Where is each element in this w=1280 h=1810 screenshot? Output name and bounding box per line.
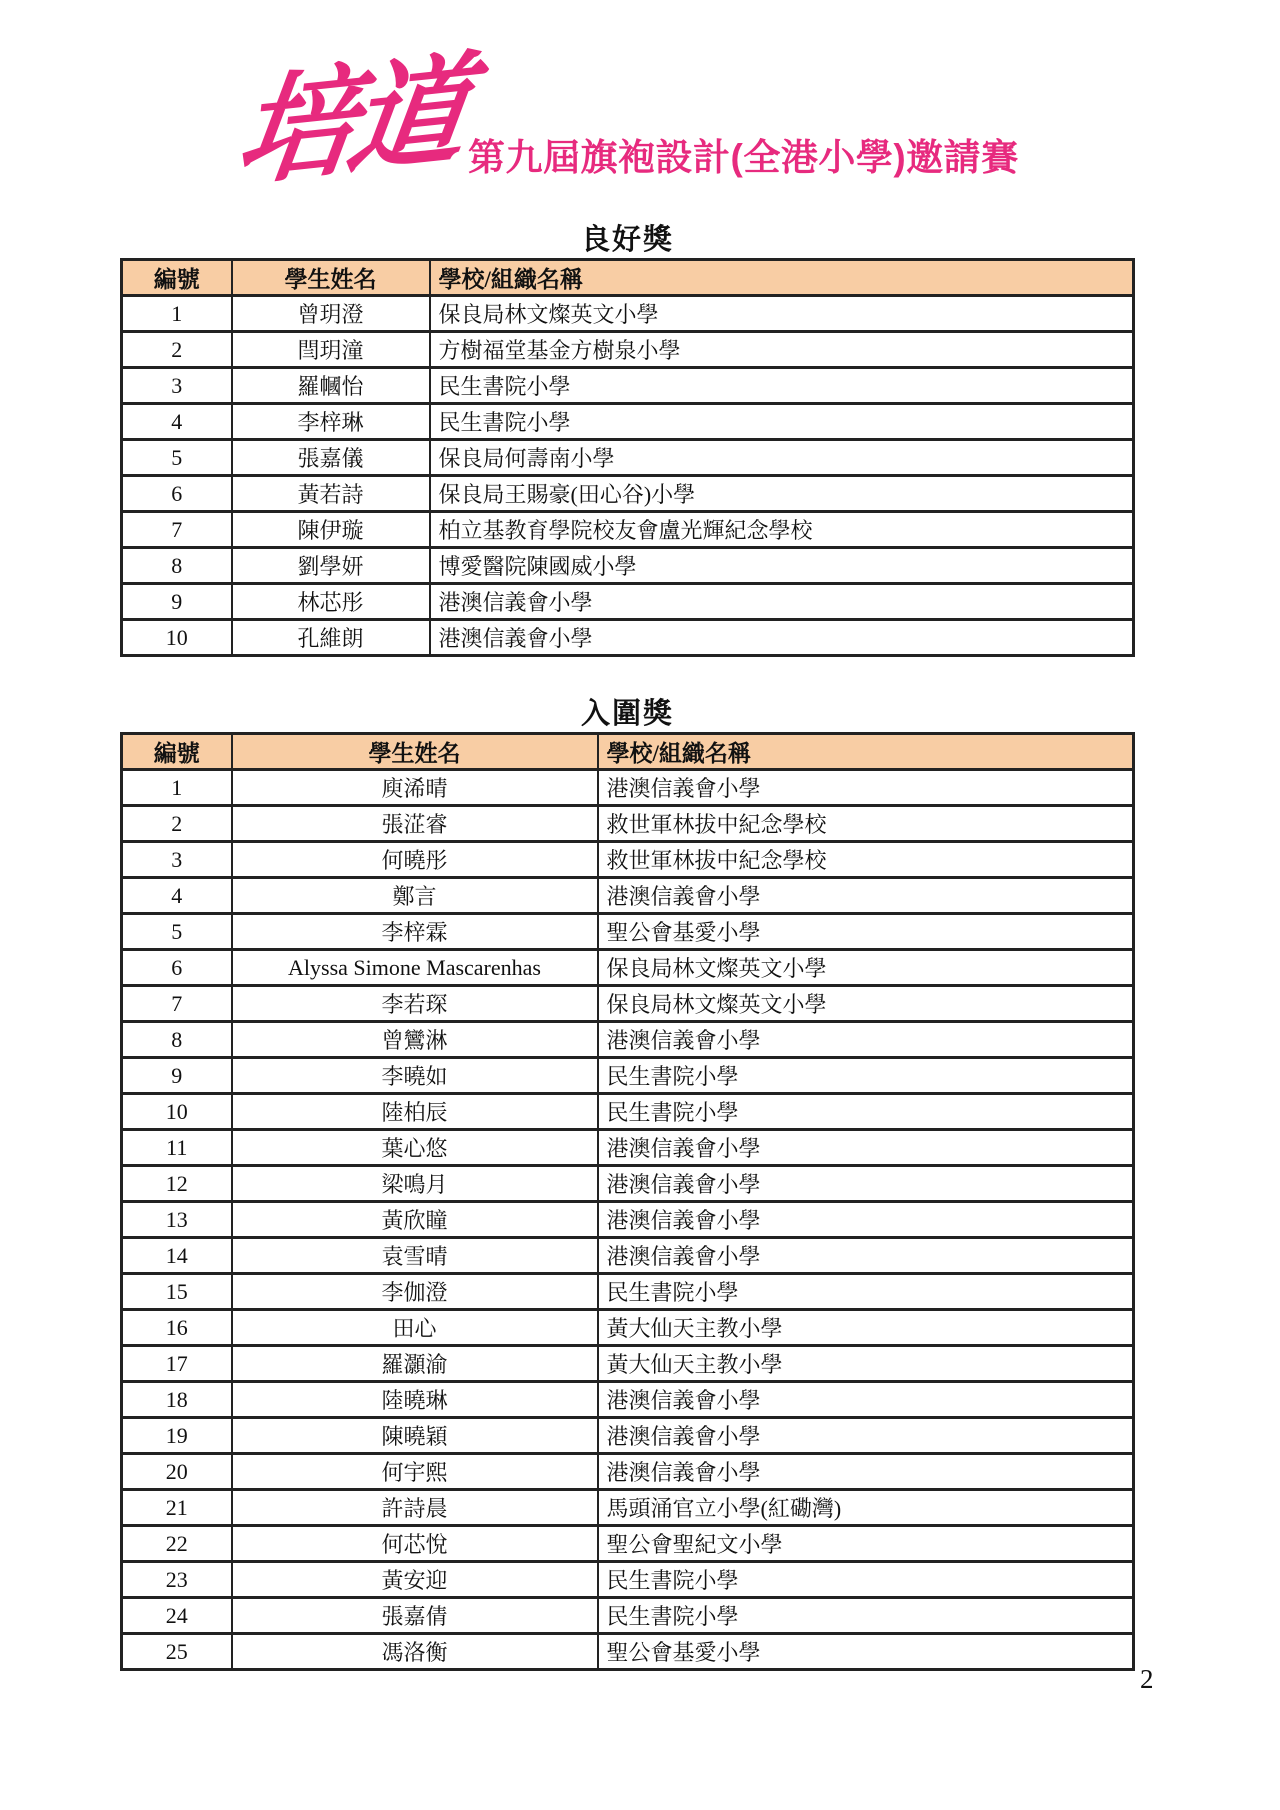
cell-student-name: 羅灝渝 — [232, 1346, 598, 1382]
table-row — [122, 296, 1134, 332]
cell-school-name: 港澳信義會小學 — [598, 1418, 1134, 1454]
cell-student-name: 李若琛 — [232, 986, 598, 1022]
table-row — [122, 1382, 1134, 1418]
cell-student-name: 袁雪晴 — [232, 1238, 598, 1274]
cell-student-name: 張淽睿 — [232, 806, 598, 842]
cell-school-name: 港澳信義會小學 — [598, 770, 1134, 806]
cell-student-name: 陸柏辰 — [232, 1094, 598, 1130]
cell-student-name: 黃安迎 — [232, 1562, 598, 1598]
cell-student-name: 田心 — [232, 1310, 598, 1346]
cell-student-name: 庾浠晴 — [232, 770, 598, 806]
cell-number: 15 — [122, 1274, 232, 1310]
cell-school-name: 黃大仙天主教小學 — [598, 1310, 1134, 1346]
cell-number: 1 — [122, 296, 232, 332]
cell-student-name: 孔維朗 — [232, 620, 430, 656]
table-row — [122, 842, 1134, 878]
cell-school-name: 博愛醫院陳國威小學 — [430, 548, 1134, 584]
table-row — [122, 1598, 1134, 1634]
cell-school-name: 聖公會基愛小學 — [598, 1634, 1134, 1670]
cell-school-name: 聖公會聖紀文小學 — [598, 1526, 1134, 1562]
table-row — [122, 1346, 1134, 1382]
cell-number: 10 — [122, 620, 232, 656]
header-row — [122, 260, 1134, 296]
cell-number: 16 — [122, 1310, 232, 1346]
cell-school-name: 民生書院小學 — [430, 368, 1134, 404]
table-row — [122, 1058, 1134, 1094]
cell-number: 6 — [122, 476, 232, 512]
table-row — [122, 584, 1134, 620]
cell-student-name: 黃若詩 — [232, 476, 430, 512]
cell-number: 23 — [122, 1562, 232, 1598]
puitao-calligraphy-logo: 培道 — [228, 37, 472, 204]
cell-number: 9 — [122, 584, 232, 620]
table-row — [122, 1166, 1134, 1202]
cell-number: 8 — [122, 548, 232, 584]
cell-student-name: 閆玥潼 — [232, 332, 430, 368]
cell-school-name: 保良局王賜豪(田心谷)小學 — [430, 476, 1134, 512]
cell-number: 24 — [122, 1598, 232, 1634]
cell-school-name: 民生書院小學 — [598, 1562, 1134, 1598]
cell-number: 9 — [122, 1058, 232, 1094]
cell-number: 6 — [122, 950, 232, 986]
cell-student-name: 曾鸞淋 — [232, 1022, 598, 1058]
cell-student-name: 劉學妍 — [232, 548, 430, 584]
cell-student-name: 李梓琳 — [232, 404, 430, 440]
table-row — [122, 512, 1134, 548]
table-row — [122, 1022, 1134, 1058]
cell-school-name: 保良局何壽南小學 — [430, 440, 1134, 476]
table-row — [122, 1562, 1134, 1598]
cell-number: 1 — [122, 770, 232, 806]
cell-school-name: 港澳信義會小學 — [598, 1202, 1134, 1238]
cell-student-name: 葉心悠 — [232, 1130, 598, 1166]
table-row — [122, 1310, 1134, 1346]
cell-school-name: 馬頭涌官立小學(紅磡灣) — [598, 1490, 1134, 1526]
cell-number: 22 — [122, 1526, 232, 1562]
cell-number: 12 — [122, 1166, 232, 1202]
section-title-good-award: 良好獎 — [580, 224, 674, 256]
cell-student-name: 馮洛衡 — [232, 1634, 598, 1670]
cell-number: 19 — [122, 1418, 232, 1454]
column-header: 編號 — [122, 260, 232, 296]
cell-number: 13 — [122, 1202, 232, 1238]
cell-student-name: 陸曉琳 — [232, 1382, 598, 1418]
cell-number: 7 — [122, 986, 232, 1022]
cell-student-name: 曾玥澄 — [232, 296, 430, 332]
table-row — [122, 770, 1134, 806]
cell-student-name: 李梓霖 — [232, 914, 598, 950]
cell-school-name: 保良局林文燦英文小學 — [598, 986, 1134, 1022]
cell-school-name: 保良局林文燦英文小學 — [598, 950, 1134, 986]
cell-student-name: 李伽澄 — [232, 1274, 598, 1310]
column-header: 學生姓名 — [232, 260, 430, 296]
cell-school-name: 港澳信義會小學 — [598, 1238, 1134, 1274]
cell-student-name: 李曉如 — [232, 1058, 598, 1094]
cell-number: 2 — [122, 332, 232, 368]
cell-number: 10 — [122, 1094, 232, 1130]
cell-school-name: 保良局林文燦英文小學 — [430, 296, 1134, 332]
cell-school-name: 民生書院小學 — [598, 1598, 1134, 1634]
table-row — [122, 1526, 1134, 1562]
cell-number: 3 — [122, 368, 232, 404]
cell-number: 14 — [122, 1238, 232, 1274]
cell-number: 21 — [122, 1490, 232, 1526]
table-row — [122, 1130, 1134, 1166]
table-row — [122, 878, 1134, 914]
section-title-finalist-award: 入圍獎 — [580, 698, 674, 730]
cell-school-name: 港澳信義會小學 — [430, 620, 1134, 656]
cell-school-name: 民生書院小學 — [598, 1094, 1134, 1130]
header-row — [122, 734, 1134, 770]
cell-student-name: 陳曉穎 — [232, 1418, 598, 1454]
table-row — [122, 950, 1134, 986]
table-row — [122, 476, 1134, 512]
cell-number: 2 — [122, 806, 232, 842]
table-row — [122, 1274, 1134, 1310]
cell-number: 25 — [122, 1634, 232, 1670]
cell-school-name: 民生書院小學 — [598, 1058, 1134, 1094]
cell-school-name: 救世軍林拔中紀念學校 — [598, 842, 1134, 878]
cell-number: 8 — [122, 1022, 232, 1058]
cell-school-name: 方樹福堂基金方樹泉小學 — [430, 332, 1134, 368]
table-row — [122, 986, 1134, 1022]
cell-number: 18 — [122, 1382, 232, 1418]
column-header: 學校/組織名稱 — [430, 260, 1134, 296]
finalist-award-table — [120, 732, 1135, 1671]
cell-student-name: 羅幗怡 — [232, 368, 430, 404]
cell-number: 11 — [122, 1130, 232, 1166]
cell-student-name: 張嘉儀 — [232, 440, 430, 476]
page-number: 2 — [1140, 1664, 1154, 1694]
column-header: 學校/組織名稱 — [598, 734, 1134, 770]
cell-number: 3 — [122, 842, 232, 878]
cell-number: 5 — [122, 440, 232, 476]
cell-school-name: 港澳信義會小學 — [430, 584, 1134, 620]
cell-number: 7 — [122, 512, 232, 548]
table-row — [122, 332, 1134, 368]
cell-number: 17 — [122, 1346, 232, 1382]
column-header: 學生姓名 — [232, 734, 598, 770]
cell-number: 4 — [122, 878, 232, 914]
cell-school-name: 港澳信義會小學 — [598, 1022, 1134, 1058]
column-header: 編號 — [122, 734, 232, 770]
cell-school-name: 柏立基教育學院校友會盧光輝紀念學校 — [430, 512, 1134, 548]
table-row — [122, 1454, 1134, 1490]
page-content — [120, 222, 1135, 1671]
table-row — [122, 368, 1134, 404]
table-row — [122, 1094, 1134, 1130]
cell-school-name: 民生書院小學 — [430, 404, 1134, 440]
cell-school-name: 港澳信義會小學 — [598, 878, 1134, 914]
good-award-table — [120, 258, 1135, 657]
table-row — [122, 1490, 1134, 1526]
cell-school-name: 港澳信義會小學 — [598, 1166, 1134, 1202]
cell-school-name: 港澳信義會小學 — [598, 1382, 1134, 1418]
cell-student-name: 張嘉倩 — [232, 1598, 598, 1634]
competition-title: 第九屆旗袍設計(全港小學)邀請賽 — [468, 137, 1019, 178]
table-row — [122, 1634, 1134, 1670]
cell-number: 5 — [122, 914, 232, 950]
cell-student-name: 許詩晨 — [232, 1490, 598, 1526]
cell-school-name: 黃大仙天主教小學 — [598, 1346, 1134, 1382]
cell-student-name: 何芯悅 — [232, 1526, 598, 1562]
table-row — [122, 1418, 1134, 1454]
cell-school-name: 港澳信義會小學 — [598, 1454, 1134, 1490]
cell-student-name: 何曉彤 — [232, 842, 598, 878]
cell-student-name: 黃欣瞳 — [232, 1202, 598, 1238]
cell-student-name: 何宇熙 — [232, 1454, 598, 1490]
table-row — [122, 1238, 1134, 1274]
cell-number: 4 — [122, 404, 232, 440]
cell-student-name: 梁鳴月 — [232, 1166, 598, 1202]
table-row — [122, 914, 1134, 950]
table-row — [122, 440, 1134, 476]
table-row — [122, 404, 1134, 440]
cell-number: 20 — [122, 1454, 232, 1490]
table-row — [122, 620, 1134, 656]
cell-student-name: 鄭言 — [232, 878, 598, 914]
cell-student-name: 林芯彤 — [232, 584, 430, 620]
table-row — [122, 1202, 1134, 1238]
table-row — [122, 806, 1134, 842]
cell-school-name: 港澳信義會小學 — [598, 1130, 1134, 1166]
table-row — [122, 548, 1134, 584]
cell-school-name: 聖公會基愛小學 — [598, 914, 1134, 950]
cell-school-name: 民生書院小學 — [598, 1274, 1134, 1310]
cell-student-name: Alyssa Simone Mascarenhas — [232, 950, 598, 986]
cell-school-name: 救世軍林拔中紀念學校 — [598, 806, 1134, 842]
cell-student-name: 陳伊璇 — [232, 512, 430, 548]
